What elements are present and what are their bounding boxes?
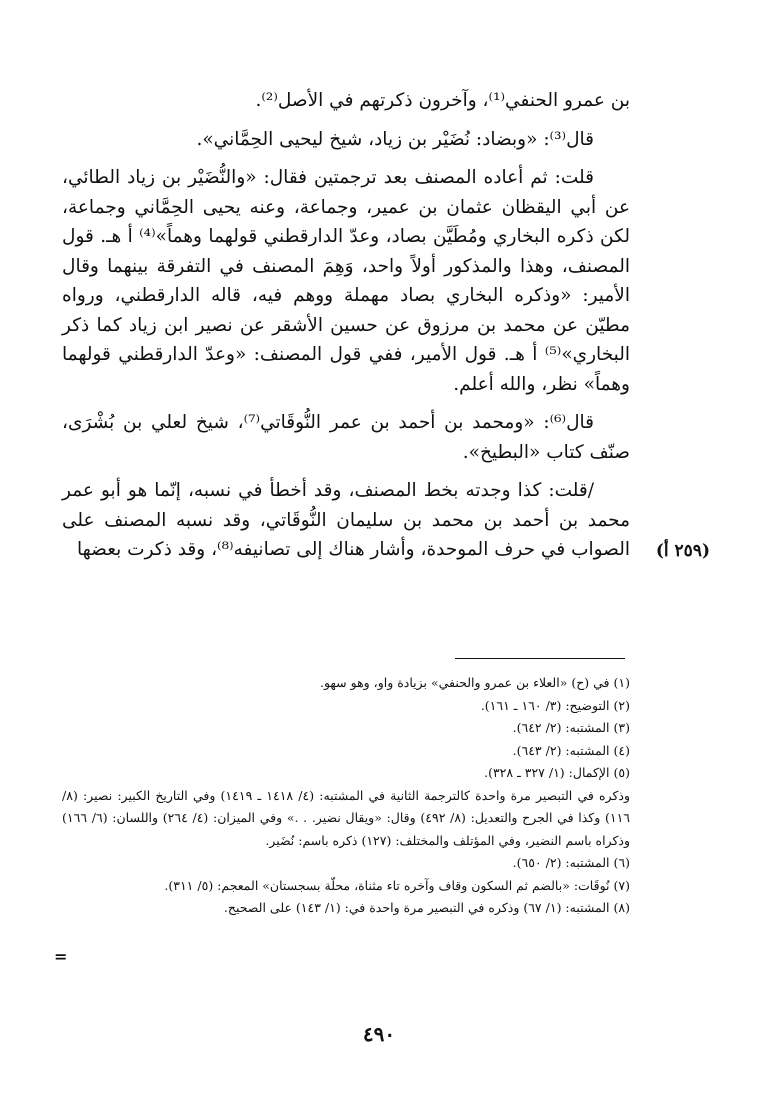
footnote-divider bbox=[455, 658, 625, 659]
page-number: ٤٩٠ bbox=[362, 1022, 396, 1046]
footnote-4: (٤) المشتبه: (٢/ ٦٤٣). bbox=[512, 742, 630, 758]
footnote-5-continuation: وذكره في التبصير مرة واحدة كالترجمة الثانية في المشتبه: (٤/ ١٤١٨ ـ ١٤١٩) وفي التاريخ الكبير: نصير: (٨/ ١١٦) وكذا في الجرح والتعديل: (٨/ ٤٩٢) وقال: «ويقال نضير. . .» وفي الميزان: (٤/ ٢٦٤) واللسان: (٦/ ١٦٦) وذكراه باسم النضير، وفي المؤتلف والمختلف: (١٢٧) ذكره باسم: نُضَير. bbox=[62, 787, 631, 848]
manuscript-folio-ref: (٢٥٩ أ) bbox=[655, 541, 710, 561]
footnote-5: (٥) الإكمال: (١/ ٣٢٧ ـ ٣٢٨). bbox=[484, 765, 630, 780]
footnote-2: (٢) التوضيح: (٣/ ١٦٠ ـ ١٦١). bbox=[480, 697, 630, 713]
main-text bbox=[62, 86, 630, 565]
continuation-mark: = bbox=[54, 947, 68, 966]
footnote-8: (٨) المشتبه: (١/ ٦٧) وذكره في التبصير مرة واحدة في: (١/ ١٤٣) على الصحيح. bbox=[223, 900, 630, 915]
footnote-3: (٣) المشتبه: (٢/ ٦٤٢). bbox=[512, 720, 630, 735]
paragraph-4: قال⁽⁶⁾: «ومحمد بن أحمد بن عمر النُّوقَاتي⁽⁷⁾، شيخ لعلي بن بُشْرَى، صنّف كتاب «البطيخ». bbox=[62, 412, 630, 463]
paragraph-2: قال⁽³⁾: «وبضاد: نُضَيْر بن زياد، شيخ ليحيى الحِمَّاني». bbox=[196, 128, 594, 150]
paragraph-1: بن عمرو الحنفي⁽¹⁾، وآخرون ذكرتهم في الأصل⁽²⁾. bbox=[255, 90, 630, 111]
paragraph-3: قلت: ثم أعاده المصنف بعد ترجمتين فقال: «والنُّضَيْر بن زياد الطائي، عن أبي اليقظان عثمان بن عمير، وجماعة، وعنه يحيى الحِمَّاني وجماعة، لكن ذكره البخاري ومُطَيَّن بصاد، وعدّ الدارقطني قولهما وهماً»⁽⁴⁾ أ هـ. قول المصنف، وهذا والمذكور أولاً واحد، وَهِمَ المصنف في التفرقة بينهما وقال الأمير: «وذكره البخاري بصاد مهملة ووهم فيه، قاله الدارقطني، ورواه مطيّن عن محمد بن مرزوق عن حسين الأشقر عن نصير ابن زياد كما ذكر البخاري»⁽⁵⁾ أ هـ. قول الأمير، ففي قول المصنف: «وعدّ الدارقطني قولهما وهماً» نظر، والله أعلم. bbox=[62, 167, 630, 395]
footnotes bbox=[62, 672, 630, 920]
footnote-7: (٧) نُوقَات: «بالضم ثم السكون وقاف وآخره تاء مثناة، محلّة بسجستان» المعجم: (٥/ ٣١١). bbox=[164, 877, 630, 893]
paragraph-5: /قلت: كذا وجدته بخط المصنف، وقد أخطأ في نسبه، إنّما هو أبو عمر محمد بن أحمد بن محمد بن سليمان النُّوقَاتي، وقد نسبه المصنف على الصواب في حرف الموحدة، وأشار هناك إلى تصانيفه⁽⁸⁾، وقد ذكرت بعضها bbox=[62, 480, 630, 560]
footnote-1: (١) في (ح) «العلاء بن عمرو والحنفي» بزيادة واو، وهو سهو. bbox=[319, 675, 630, 690]
footnote-6: (٦) المشتبه: (٢/ ٦٥٠). bbox=[512, 855, 630, 870]
